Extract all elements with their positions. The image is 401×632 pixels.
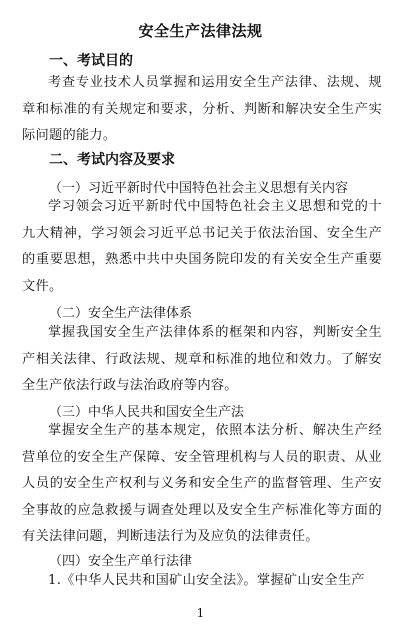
subsection-heading-single-laws: （四）安全生产单行法律 <box>49 554 193 569</box>
paragraph-legal-system: 掌握我国安全生产法律体系的框架和内容，判断安全生产相关法律、行政法规、规章和标准的地位和效力。了解安全生产依法行政与法治政府等内容。 <box>22 325 382 393</box>
subsection-heading-xi-thought: （一）习近平新时代中国特色社会主义思想有关内容 <box>49 181 349 196</box>
subsection-heading-legal-system: （二）安全生产法律体系 <box>49 306 193 321</box>
paragraph-xi-thought: 学习领会习近平新时代中国特色社会主义思想和党的十九大精神，学习领会习近平总书记关于依法治国、安全生产的重要思想，熟悉中共中央国务院印发的有关安全生产重要文件。 <box>22 199 382 294</box>
section-heading-exam-content: 二、考试内容及要求 <box>49 152 175 168</box>
paragraph-safety-law: 掌握安全生产的基本规定，依照本法分析、解决生产经营单位的安全生产保障、安全管理机构与人员的职责、从业人员的安全生产权利与义务和安全生产的监督管理、生产安全事故的应急救援与调查处理以及安全生产标准化等方面的有关法律问题，判断违法行为及应负的法律责任。 <box>22 423 382 544</box>
subsection-heading-safety-law: （三）中华人民共和国安全生产法 <box>49 405 245 420</box>
section-heading-exam-purpose: 一、考试目的 <box>49 53 133 69</box>
page-title: 安全生产法律法规 <box>138 22 263 40</box>
paragraph-single-laws: 1.《中华人民共和国矿山安全法》。掌握矿山安全生产 <box>48 573 365 588</box>
paragraph-exam-purpose: 考查专业技术人员掌握和运用安全生产法律、法规、规章和标准的有关规定和要求，分析、判断和解决安全生产实际问题的能力。 <box>22 75 382 143</box>
page-number: 1 <box>196 606 205 620</box>
